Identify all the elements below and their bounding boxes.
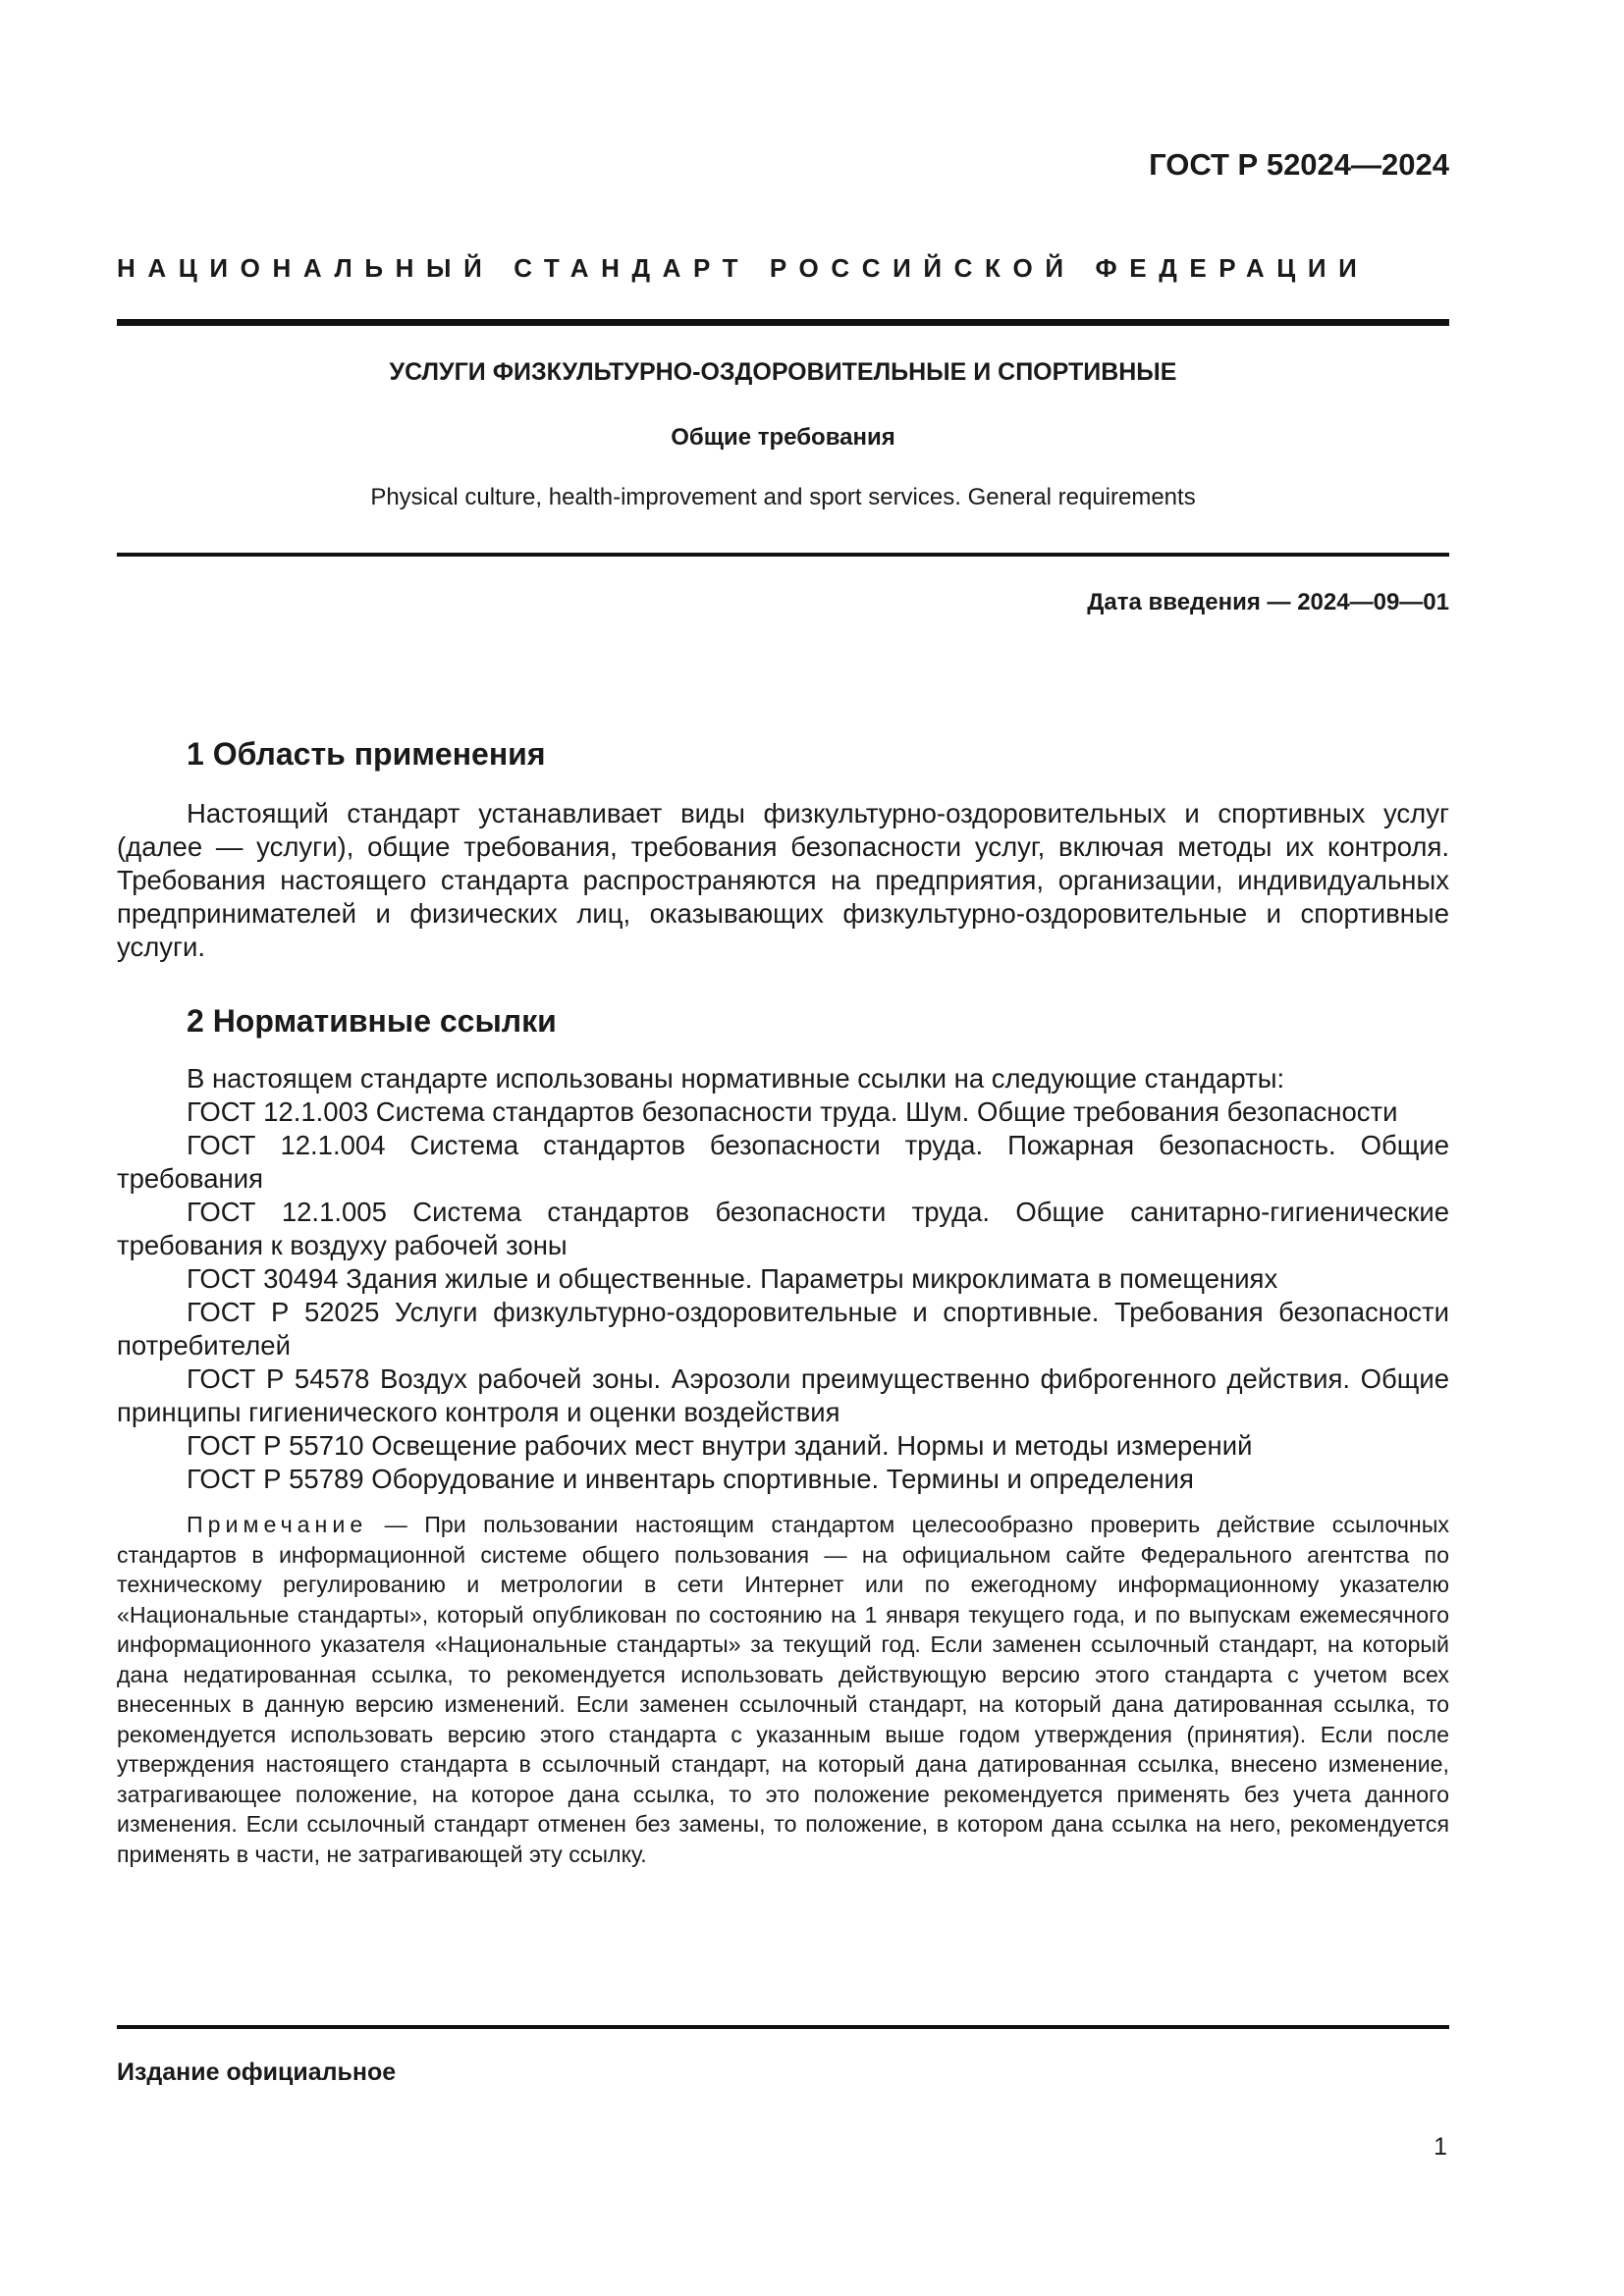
thick-divider [117, 319, 1449, 326]
document-number: ГОСТ Р 52024—2024 [1149, 147, 1449, 182]
page-number: 1 [1434, 2133, 1447, 2161]
scope-paragraph: Настоящий стандарт устанавливает виды физкультурно-оздоровительных и спортивных услуг (далее — услуги), общие требования, требования безопасности услуг, включая методы их контроля. Требования настоящего стандарта распространяются на предприятия, организации, индивидуальных предпринимателей и физических лиц, оказывающих физкультурно-оздоровительные и спортивные услуги. [117, 798, 1449, 962]
section-heading-scope: 1 Область применения [187, 736, 546, 772]
references-note [117, 1510, 1449, 1869]
section-heading-references: 2 Нормативные ссылки [187, 1003, 557, 1039]
note-label: Примечание [187, 1512, 368, 1537]
title-divider [117, 553, 1449, 557]
note-text: — При пользовании настоящим стандартом целесообразно проверить действие ссылочных стандартов в информационной системе общего пользования — на официальном сайте Федерального агентства по техническому регулированию и метрологии в сети Интернет или по ежегодному информационному указателю «Национальные стандарты», который опубликован по состоянию на 1 января текущего года, и по выпускам ежемесячного информационного указателя «Национальные стандарты» за текущий год. Если заменен ссылочный стандарт, на который дана недатированная ссылка, то рекомендуется использовать действующую версию этого стандарта с учетом всех внесенных в данную версию изменений. Если заменен ссылочный стандарт, на который дана датированная ссылка, то рекомендуется использовать версию этого стандарта с указанным выше годом утверждения (принятия). Если после утверждения настоящего стандарта в ссылочный стандарт, на который дана датированная ссылка, внесено изменение, затрагивающее положение, на которое дана ссылка, то это положение рекомендуется применять без учета данного изменения. Если ссылочный стандарт отменен без замены, то положение, в котором дана ссылка на него, рекомендуется применять в части, не затрагивающей эту ссылку. [117, 1512, 1449, 1867]
national-standard-banner: НАЦИОНАЛЬНЫЙ СТАНДАРТ РОССИЙСКОЙ ФЕДЕРАЦИИ [117, 253, 1370, 283]
reference-item: ГОСТ 30494 Здания жилые и общественные. Параметры микроклимата в помещениях [187, 1263, 1278, 1294]
reference-item: ГОСТ Р 55789 Оборудование и инвентарь спортивные. Термины и определения [187, 1464, 1194, 1494]
standard-title: УСЛУГИ ФИЗКУЛЬТУРНО-ОЗДОРОВИТЕЛЬНЫЕ И СПОРТИВНЫЕ [389, 358, 1177, 386]
reference-item: ГОСТ Р 54578 Воздух рабочей зоны. Аэрозоли преимущественно фиброгенного действия. Общие принципы гигиенического контроля и оценки воздействия [117, 1363, 1449, 1427]
reference-item: ГОСТ Р 55710 Освещение рабочих мест внутри зданий. Нормы и методы измерений [187, 1430, 1253, 1461]
reference-item: ГОСТ 12.1.005 Система стандартов безопасности труда. Общие санитарно-гигиенические требования к воздуху рабочей зоны [117, 1197, 1449, 1260]
standard-subtitle: Общие требования [671, 424, 895, 451]
reference-item: ГОСТ Р 52025 Услуги физкультурно-оздоровительные и спортивные. Требования безопасности потребителей [117, 1297, 1449, 1361]
official-edition-label: Издание официальное [117, 2058, 397, 2086]
introduction-date: Дата введения — 2024—09—01 [1087, 589, 1449, 615]
reference-item: ГОСТ 12.1.004 Система стандартов безопасности труда. Пожарная безопасность. Общие требования [117, 1130, 1449, 1194]
reference-item: ГОСТ 12.1.003 Система стандартов безопасности труда. Шум. Общие требования безопасности [187, 1096, 1398, 1127]
footer-divider [117, 2025, 1449, 2029]
normative-references-list [117, 1062, 1449, 1496]
english-title: Physical culture, health-improvement and sport services. General requirements [370, 484, 1196, 510]
references-intro: В настоящем стандарте использованы нормативные ссылки на следующие стандарты: [187, 1063, 1285, 1094]
